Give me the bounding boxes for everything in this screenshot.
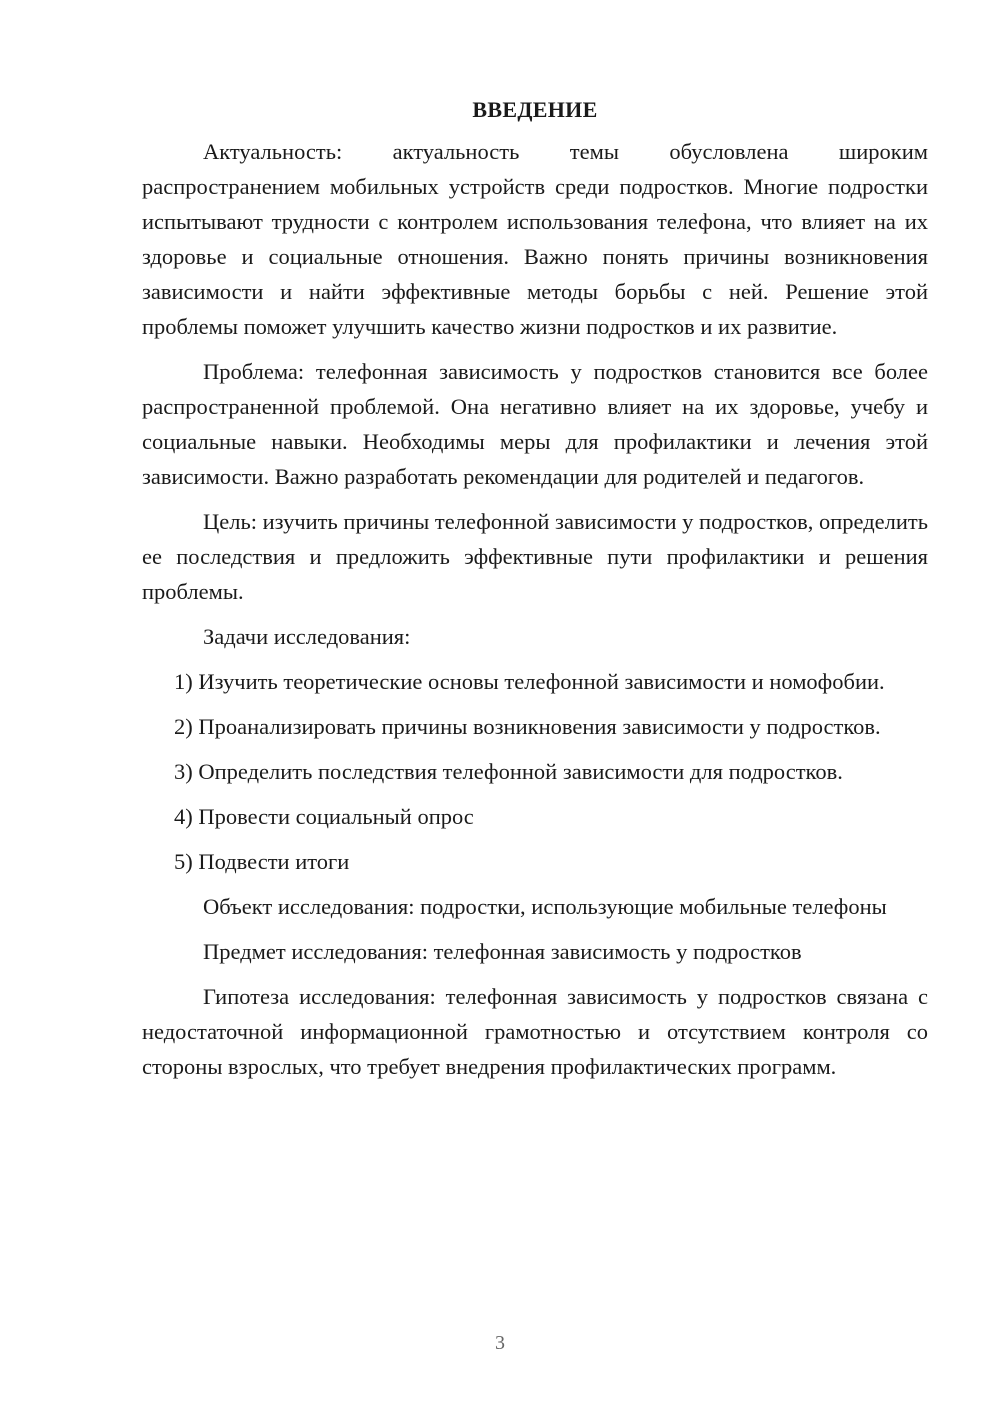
- paragraph-goal: Цель: изучить причины телефонной зависимости у подростков, определить ее последствия и предложить эффективные пути профилактики и решения проблемы.: [142, 509, 928, 604]
- page-title: ВВЕДЕНИЕ: [472, 97, 598, 122]
- paragraph-relevance: Актуальность: актуальность темы обусловлена широким распространением мобильных устройств среди подростков. Многие подростки испытывают трудности с контролем использования телефона, что влияет на их здоровье и социальные отношения. Важно понять причины возникновения зависимости и найти эффективные методы борьбы с ней. Решение этой проблемы поможет улучшить качество жизни подростков и их развитие.: [142, 139, 928, 339]
- task-item-2: 2) Проанализировать причины возникновения зависимости у подростков.: [174, 714, 881, 739]
- task-item-1: 1) Изучить теоретические основы телефонной зависимости и номофобии.: [174, 669, 885, 694]
- paragraph-problem: Проблема: телефонная зависимость у подростков становится все более распространенной проблемой. Она негативно влияет на их здоровье, учебу и социальные навыки. Необходимы меры для профилактики и лечения этой зависимости. Важно разработать рекомендации для родителей и педагогов.: [142, 359, 928, 489]
- paragraph-subject: Предмет исследования: телефонная зависимость у подростков: [203, 939, 802, 964]
- page-number: 3: [495, 1332, 505, 1354]
- tasks-heading: Задачи исследования:: [203, 624, 411, 649]
- task-item-5: 5) Подвести итоги: [174, 849, 350, 874]
- paragraph-object: Объект исследования: подростки, использующие мобильные телефоны: [203, 894, 887, 919]
- task-item-4: 4) Провести социальный опрос: [174, 804, 474, 829]
- document-page: [142, 92, 928, 1094]
- task-item-3: 3) Определить последствия телефонной зависимости для подростков.: [174, 759, 843, 784]
- paragraph-hypothesis: Гипотеза исследования: телефонная зависимость у подростков связана с недостаточной информационной грамотностью и отсутствием контроля со стороны взрослых, что требует внедрения профилактических программ.: [142, 984, 928, 1079]
